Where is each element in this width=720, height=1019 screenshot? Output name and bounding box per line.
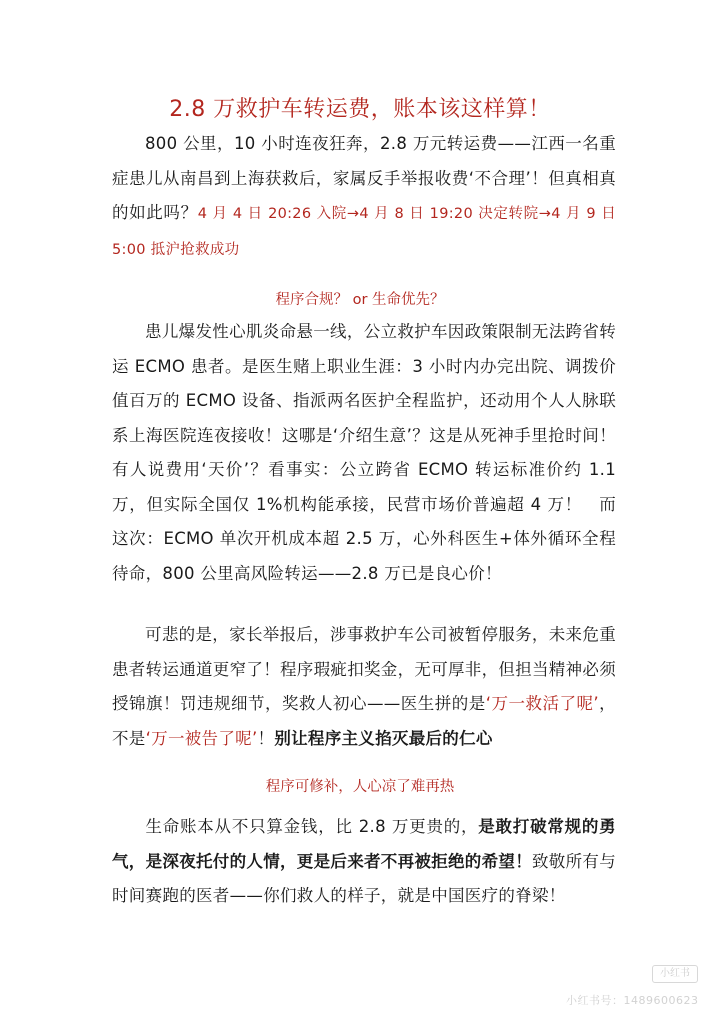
quote-sued: ‘万一被告了呢’ [145,728,258,748]
article-title: 2.8 万救护车转运费，账本该这样算！ [169,97,551,122]
watermark-text: 小红书号：1489600623 [566,994,699,1007]
conclusion-bold: 是敢打破常规的勇气，是深夜托付的人情，更是后来者不再被拒绝的希望！ [112,817,616,871]
argument-bold: 别让程序主义掐灭最后的仁心 [274,728,493,748]
paragraph-intro [112,127,616,267]
paragraph-conclusion [112,810,616,914]
watermark-logo: 小红书 [652,965,698,983]
subtitle-heart: 程序可修补，人心凉了难再热 [265,779,455,795]
conclusion-text-a: 生命账本从不只算金钱，比 2.8 万更贵的， [145,817,479,836]
facts-text: 患儿爆发性心肌炎命悬一线，公立救护车因政策限制无法跨省转运 ECMO 患者。是医生赌上职业生涯：3 小时内办完出院、调拨价值百万的 ECMO 设备、指派两名医护全程监护，还动用个人人脉联系上海医院连夜接收！这哪是‘介绍生意’？这是从死神手里抢时间！有人说费用‘天价’？看事实：公立跨省 ECMO 转运标准价约 1.1 万，但实际全国仅 1%机构能承接，民营市场价普遍超 4 万！ 而这次：ECMO 单次开机成本超 2.5 万，心外科医生+体外循环全程待命，800 公里高风险转运——2.8 万已是良心价！ [112,322,616,583]
paragraph-argument [112,618,616,756]
conclusion-text-b: 致敬所有与时间赛跑的医者——你们救人的样子，就是中国医疗的脊梁！ [112,851,616,905]
argument-text-b: ，不是 [112,694,616,748]
timeline-text: 4 月 4 日 20:26 入院→4 月 8 日 19:20 决定转院→4 月 9 日 5:00 抵沪抢救成功 [112,206,616,258]
argument-text-a: 可悲的是，家长举报后，涉事救护车公司被暂停服务，未来危重患者转运通道更窄了！程序瑕疵扣奖金，无可厚非，但担当精神必须授锦旗！罚违规细节，奖救人初心——医生拼的是 [112,625,616,713]
argument-text-c: ！ [257,728,275,748]
subtitle-compliance: 程序合规？ or 生命优先？ [275,292,445,308]
quote-saved: ‘万一救活了呢’ [485,694,599,713]
paragraph-facts [112,315,616,591]
intro-text: 800 公里，10 小时连夜狂奔，2.8 万元转运费——江西一名重症患儿从南昌到上海获救后，家属反手举报收费‘不合理’！但真相真的如此吗？ [112,134,616,222]
